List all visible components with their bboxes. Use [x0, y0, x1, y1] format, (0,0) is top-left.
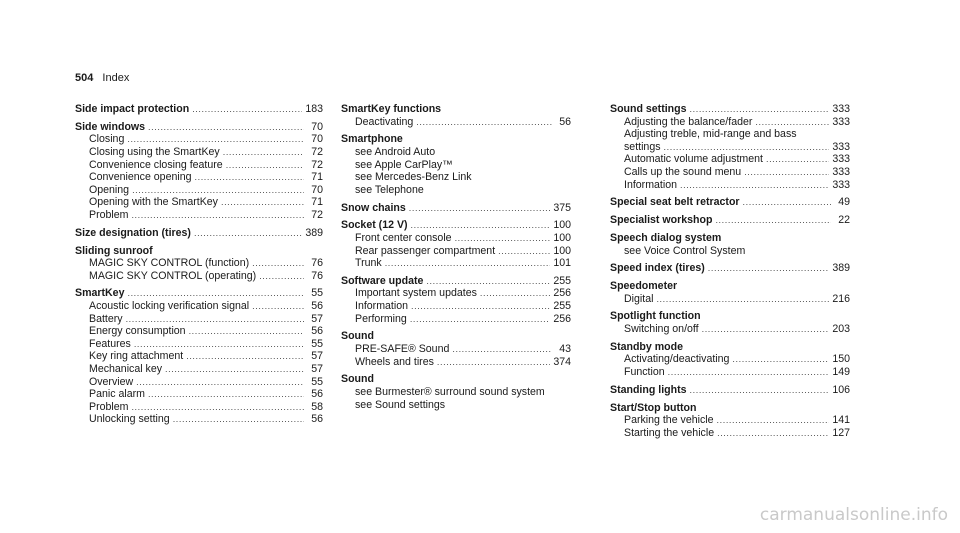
- index-subentry[interactable]: [341, 232, 571, 245]
- index-subentry-label: Opening: [89, 183, 130, 196]
- dot-leader: [702, 323, 830, 336]
- index-heading-label: Snow chains: [341, 201, 406, 214]
- index-heading[interactable]: [610, 103, 850, 116]
- dot-leader: [416, 116, 552, 129]
- index-subentry-label: Information: [624, 178, 677, 191]
- index-subentry[interactable]: [75, 171, 323, 184]
- index-heading-label: Sliding sunroof: [75, 244, 153, 257]
- dot-leader: [411, 300, 550, 313]
- index-subentry-label: Starting the vehicle: [624, 426, 715, 439]
- index-subentry[interactable]: [610, 366, 850, 379]
- index-entry: [610, 196, 850, 209]
- index-heading[interactable]: [341, 330, 571, 343]
- index-column-3: [610, 103, 850, 445]
- dot-leader: [223, 146, 304, 159]
- page-ref: 127: [832, 426, 850, 439]
- index-subentry-label: see Apple CarPlay™: [355, 158, 453, 171]
- index-heading-label: Standing lights: [610, 383, 687, 396]
- index-subentry[interactable]: [341, 300, 571, 313]
- index-subentry-label: Closing: [89, 133, 125, 146]
- index-entry: [341, 219, 571, 269]
- index-entry: [341, 202, 571, 215]
- dot-leader: [131, 401, 304, 414]
- dot-leader: [690, 384, 830, 397]
- index-subentry[interactable]: [341, 343, 571, 356]
- index-heading-label: Sound: [341, 330, 374, 343]
- index-subentry-label: Mechanical key: [89, 363, 163, 376]
- dot-leader: [221, 196, 304, 209]
- dot-leader: [127, 133, 304, 146]
- index-subentry-label: Problem: [89, 400, 129, 413]
- index-entry: [341, 275, 571, 325]
- index-heading-label: Standby mode: [610, 340, 683, 353]
- dot-leader: [126, 313, 304, 326]
- dot-leader: [411, 219, 551, 232]
- index-subentry[interactable]: [341, 313, 571, 326]
- page-ref: 56: [311, 325, 323, 338]
- watermark: carmanualsonline.info: [759, 505, 948, 525]
- index-entry: [341, 330, 571, 368]
- index-subentry-label: Convenience closing feature: [89, 158, 223, 171]
- index-subentry-label: Closing using the SmartKey: [89, 145, 220, 158]
- index-subentry[interactable]: [341, 386, 571, 399]
- index-entry: [75, 227, 323, 240]
- page-ref: 256: [553, 312, 571, 325]
- index-subentry[interactable]: [610, 166, 850, 179]
- index-subentry-label: Unlocking setting: [89, 413, 170, 426]
- index-entry: [610, 280, 850, 305]
- index-subentry[interactable]: [75, 133, 323, 146]
- index-subentry[interactable]: [610, 128, 850, 141]
- index-heading-label: Special seat belt retractor: [610, 196, 740, 209]
- page-ref: 101: [553, 257, 571, 270]
- index-entry: [610, 232, 850, 257]
- index-subentry-label: Rear passenger compartment: [355, 244, 496, 257]
- index-subentry[interactable]: [75, 413, 323, 426]
- index-subentry-label: Acoustic locking verification signal: [89, 300, 250, 313]
- index-heading-label: Software update: [341, 274, 424, 287]
- index-subentry[interactable]: [610, 245, 850, 258]
- index-subentry[interactable]: [75, 300, 323, 313]
- index-heading[interactable]: [75, 287, 323, 300]
- page-ref: 375: [553, 201, 571, 214]
- page-ref: 374: [553, 355, 571, 368]
- index-heading-label: Side impact protection: [75, 103, 190, 115]
- dot-leader: [656, 293, 829, 306]
- index-subentry-label: Wheels and tires: [355, 355, 434, 368]
- index-subentry-label: see Android Auto: [355, 145, 436, 158]
- index-heading[interactable]: [610, 310, 850, 323]
- dot-leader: [259, 270, 304, 283]
- index-subentry[interactable]: [610, 427, 850, 440]
- page-number: 504: [75, 72, 94, 84]
- index-subentry[interactable]: [610, 141, 850, 154]
- page-ref: 57: [311, 350, 323, 363]
- index-entry: [610, 103, 850, 191]
- index-subentry-label: Activating/deactivating: [624, 353, 730, 366]
- dot-leader: [148, 388, 304, 401]
- page-ref: 333: [832, 103, 850, 115]
- index-heading[interactable]: [610, 384, 850, 397]
- page-ref: 333: [832, 153, 850, 166]
- page-ref: 106: [832, 383, 850, 396]
- page-ref: 71: [311, 171, 323, 184]
- index-subentry[interactable]: [75, 401, 323, 414]
- index-subentry[interactable]: [610, 293, 850, 306]
- index-entry: [75, 121, 323, 222]
- page-ref: 256: [553, 287, 571, 300]
- index-subentry[interactable]: [341, 245, 571, 258]
- index-subentry[interactable]: [341, 287, 571, 300]
- page-ref: 57: [311, 363, 323, 376]
- dot-leader: [385, 257, 551, 270]
- index-subentry[interactable]: [610, 153, 850, 166]
- dot-leader: [127, 287, 304, 300]
- index-subentry-label: Information: [355, 300, 408, 313]
- index-subentry[interactable]: [75, 376, 323, 389]
- page-ref: 389: [305, 226, 323, 239]
- index-subentry[interactable]: [610, 323, 850, 336]
- page-ref: 72: [311, 158, 323, 171]
- page-ref: 216: [832, 292, 850, 305]
- index-subentry-label: see Burmester® surround sound system: [355, 386, 545, 398]
- index-heading-label: SmartKey functions: [341, 103, 442, 115]
- index-subentry-label: Automatic volume adjustment: [624, 153, 763, 166]
- index-subentry[interactable]: [610, 414, 850, 427]
- index-entry: [75, 245, 323, 283]
- page-ref: 43: [559, 343, 571, 356]
- index-entry: [75, 103, 323, 116]
- index-heading-label: Sound: [341, 373, 374, 386]
- dot-leader: [480, 287, 550, 300]
- index-subentry[interactable]: [75, 313, 323, 326]
- page-ref: 333: [832, 140, 850, 153]
- index-subentry[interactable]: [75, 388, 323, 401]
- dot-leader: [664, 141, 830, 154]
- dot-leader: [410, 313, 551, 326]
- index-subentry-label: PRE-SAFE® Sound: [355, 343, 450, 356]
- index-subentry-label: MAGIC SKY CONTROL (function): [89, 257, 250, 270]
- page-ref: 56: [311, 388, 323, 401]
- index-heading-label: Sound settings: [610, 103, 687, 115]
- index-subentry[interactable]: [610, 116, 850, 129]
- index-subentry-label: see Voice Control System: [624, 244, 746, 257]
- dot-leader: [132, 184, 304, 197]
- index-entry: [610, 214, 850, 227]
- index-subentry-label: Battery: [89, 312, 123, 325]
- index-entry: [610, 341, 850, 379]
- index-heading[interactable]: [610, 232, 850, 245]
- dot-leader: [194, 227, 302, 240]
- dot-leader: [455, 232, 551, 245]
- index-subentry[interactable]: [75, 325, 323, 338]
- index-subentry-label: Key ring attachment: [89, 350, 184, 363]
- page-ref: 70: [311, 120, 323, 133]
- page-ref: 58: [311, 400, 323, 413]
- index-subentry-label: Front center console: [355, 231, 452, 244]
- index-entry: [610, 402, 850, 440]
- index-subentry-label: Problem: [89, 208, 129, 221]
- dot-leader: [717, 427, 829, 440]
- page-ref: 333: [832, 115, 850, 128]
- dot-leader: [743, 196, 831, 209]
- dot-leader: [189, 325, 304, 338]
- index-heading-label: Start/Stop button: [610, 401, 697, 414]
- page-ref: 76: [311, 269, 323, 282]
- page-ref: 333: [832, 178, 850, 191]
- index-subentry-label: MAGIC SKY CONTROL (operating): [89, 269, 257, 282]
- index-subentry-label: Adjusting the balance/fader: [624, 115, 753, 128]
- index-heading[interactable]: [341, 275, 571, 288]
- index-subentry[interactable]: [341, 257, 571, 270]
- index-subentry[interactable]: [341, 399, 571, 412]
- index-heading-label: Side windows: [75, 120, 146, 133]
- index-subentry-label: Opening with the SmartKey: [89, 196, 218, 209]
- dot-leader: [226, 159, 304, 172]
- page-ref: 76: [311, 257, 323, 270]
- page-ref: 389: [832, 262, 850, 275]
- index-subentry-label: Energy consumption: [89, 325, 186, 338]
- page-header: [75, 72, 129, 84]
- index-heading[interactable]: [610, 214, 850, 227]
- dot-leader: [195, 171, 305, 184]
- index-heading-label: Smartphone: [341, 133, 403, 146]
- index-entry: [610, 310, 850, 335]
- dot-leader: [426, 275, 550, 288]
- index-entry: [610, 384, 850, 397]
- page-ref: 70: [311, 183, 323, 196]
- index-subentry[interactable]: [610, 179, 850, 192]
- index-subentry[interactable]: [75, 257, 323, 270]
- page-ref: 72: [311, 208, 323, 221]
- page-ref: 100: [553, 219, 571, 232]
- index-heading-label: Size designation (tires): [75, 226, 191, 239]
- page-ref: 333: [832, 165, 850, 178]
- index-subentry-label: see Sound settings: [355, 398, 446, 411]
- index-column-2: [341, 103, 571, 416]
- dot-leader: [252, 257, 304, 270]
- index-heading-label: Spotlight function: [610, 310, 701, 323]
- index-subentry-label: Adjusting treble, mid-range and bass: [624, 128, 797, 141]
- index-heading-label: SmartKey: [75, 287, 125, 300]
- index-column-1: [75, 103, 323, 431]
- dot-leader: [717, 414, 830, 427]
- index-subentry-label: Performing: [355, 312, 407, 325]
- dot-leader: [498, 245, 550, 258]
- index-subentry-label: Parking the vehicle: [624, 414, 714, 427]
- dot-leader: [690, 103, 830, 116]
- index-heading[interactable]: [341, 202, 571, 215]
- index-heading[interactable]: [75, 121, 323, 134]
- index-heading[interactable]: [75, 245, 323, 258]
- index-subentry-label: Switching on/off: [624, 323, 699, 336]
- index-heading[interactable]: [610, 262, 850, 275]
- page-ref: 183: [305, 103, 323, 115]
- page-ref: 22: [838, 214, 850, 227]
- index-subentry-label: Panic alarm: [89, 388, 145, 401]
- page-ref: 72: [311, 145, 323, 158]
- index-heading[interactable]: [610, 196, 850, 209]
- index-entry: [341, 373, 571, 411]
- index-subentry[interactable]: [341, 171, 571, 184]
- dot-leader: [715, 214, 831, 227]
- index-subentry[interactable]: [75, 146, 323, 159]
- index-heading[interactable]: [610, 402, 850, 415]
- dot-leader: [437, 356, 550, 369]
- index-subentry-label: see Telephone: [355, 183, 424, 196]
- index-subentry-label: Trunk: [355, 257, 382, 270]
- index-heading-label: Socket (12 V): [341, 219, 408, 232]
- index-heading-label: Speech dialog system: [610, 231, 722, 244]
- page-ref: 255: [553, 274, 571, 287]
- index-heading[interactable]: [341, 133, 571, 146]
- page-ref: 255: [553, 300, 571, 313]
- index-entry: [341, 133, 571, 196]
- dot-leader: [766, 153, 829, 166]
- page-ref: 100: [553, 244, 571, 257]
- index-subentry-label: settings: [624, 140, 661, 153]
- index-subentry[interactable]: [341, 159, 571, 172]
- dot-leader: [680, 179, 829, 192]
- index-subentry[interactable]: [341, 146, 571, 159]
- dot-leader: [755, 116, 829, 129]
- page-ref: 55: [311, 375, 323, 388]
- index-subentry[interactable]: [75, 270, 323, 283]
- index-heading-label: Speedometer: [610, 280, 678, 293]
- index-entry: [75, 287, 323, 426]
- index-subentry[interactable]: [341, 116, 571, 129]
- index-heading[interactable]: [75, 103, 323, 116]
- dot-leader: [186, 350, 304, 363]
- dot-leader: [668, 366, 830, 379]
- dot-leader: [708, 262, 830, 275]
- index-subentry-label: Function: [624, 366, 665, 378]
- dot-leader: [409, 202, 551, 215]
- index-heading[interactable]: [610, 341, 850, 354]
- index-heading[interactable]: [75, 227, 323, 240]
- index-entry: [341, 103, 571, 128]
- index-subentry[interactable]: [341, 356, 571, 369]
- index-subentry[interactable]: [341, 184, 571, 197]
- index-subentry-label: Deactivating: [355, 115, 414, 128]
- dot-leader: [131, 209, 304, 222]
- page-ref: 70: [311, 133, 323, 146]
- index-heading[interactable]: [341, 373, 571, 386]
- page-ref: 71: [311, 196, 323, 209]
- dot-leader: [192, 103, 302, 116]
- index-heading-label: Speed index (tires): [610, 262, 705, 275]
- index-subentry[interactable]: [75, 184, 323, 197]
- page-ref: 56: [311, 413, 323, 426]
- page-ref: 56: [559, 115, 571, 128]
- index-subentry[interactable]: [610, 353, 850, 366]
- dot-leader: [732, 353, 829, 366]
- dot-leader: [134, 338, 304, 351]
- index-subentry[interactable]: [75, 209, 323, 222]
- dot-leader: [173, 413, 304, 426]
- page-ref: 57: [311, 312, 323, 325]
- dot-leader: [744, 166, 829, 179]
- index-subentry-label: Convenience opening: [89, 171, 192, 184]
- dot-leader: [452, 343, 552, 356]
- page-ref: 203: [832, 323, 850, 336]
- dot-leader: [136, 376, 304, 389]
- dot-leader: [148, 121, 304, 134]
- section-title: Index: [102, 72, 130, 84]
- index-heading[interactable]: [610, 280, 850, 293]
- index-subentry-label: Features: [89, 337, 131, 350]
- page-ref: 49: [838, 196, 850, 209]
- dot-leader: [165, 363, 304, 376]
- page-ref: 100: [553, 231, 571, 244]
- index-subentry-label: Overview: [89, 375, 134, 388]
- index-subentry-label: Digital: [624, 292, 654, 305]
- page-ref: 149: [832, 366, 850, 378]
- index-subentry-label: Important system updates: [355, 287, 477, 300]
- index-heading-label: Specialist workshop: [610, 214, 713, 227]
- page-ref: 56: [311, 300, 323, 313]
- index-subentry[interactable]: [75, 196, 323, 209]
- page-ref: 55: [311, 337, 323, 350]
- index-subentry[interactable]: [75, 363, 323, 376]
- index-heading[interactable]: [341, 219, 571, 232]
- dot-leader: [252, 300, 304, 313]
- index-subentry[interactable]: [75, 350, 323, 363]
- index-subentry[interactable]: [75, 159, 323, 172]
- page-ref: 150: [832, 353, 850, 366]
- page-ref: 55: [311, 287, 323, 300]
- index-subentry-label: Calls up the sound menu: [624, 165, 742, 178]
- index-heading[interactable]: [341, 103, 571, 116]
- page-ref: 141: [832, 414, 850, 427]
- index-subentry-label: see Mercedes-Benz Link: [355, 171, 472, 184]
- index-entry: [610, 262, 850, 275]
- index-subentry[interactable]: [75, 338, 323, 351]
